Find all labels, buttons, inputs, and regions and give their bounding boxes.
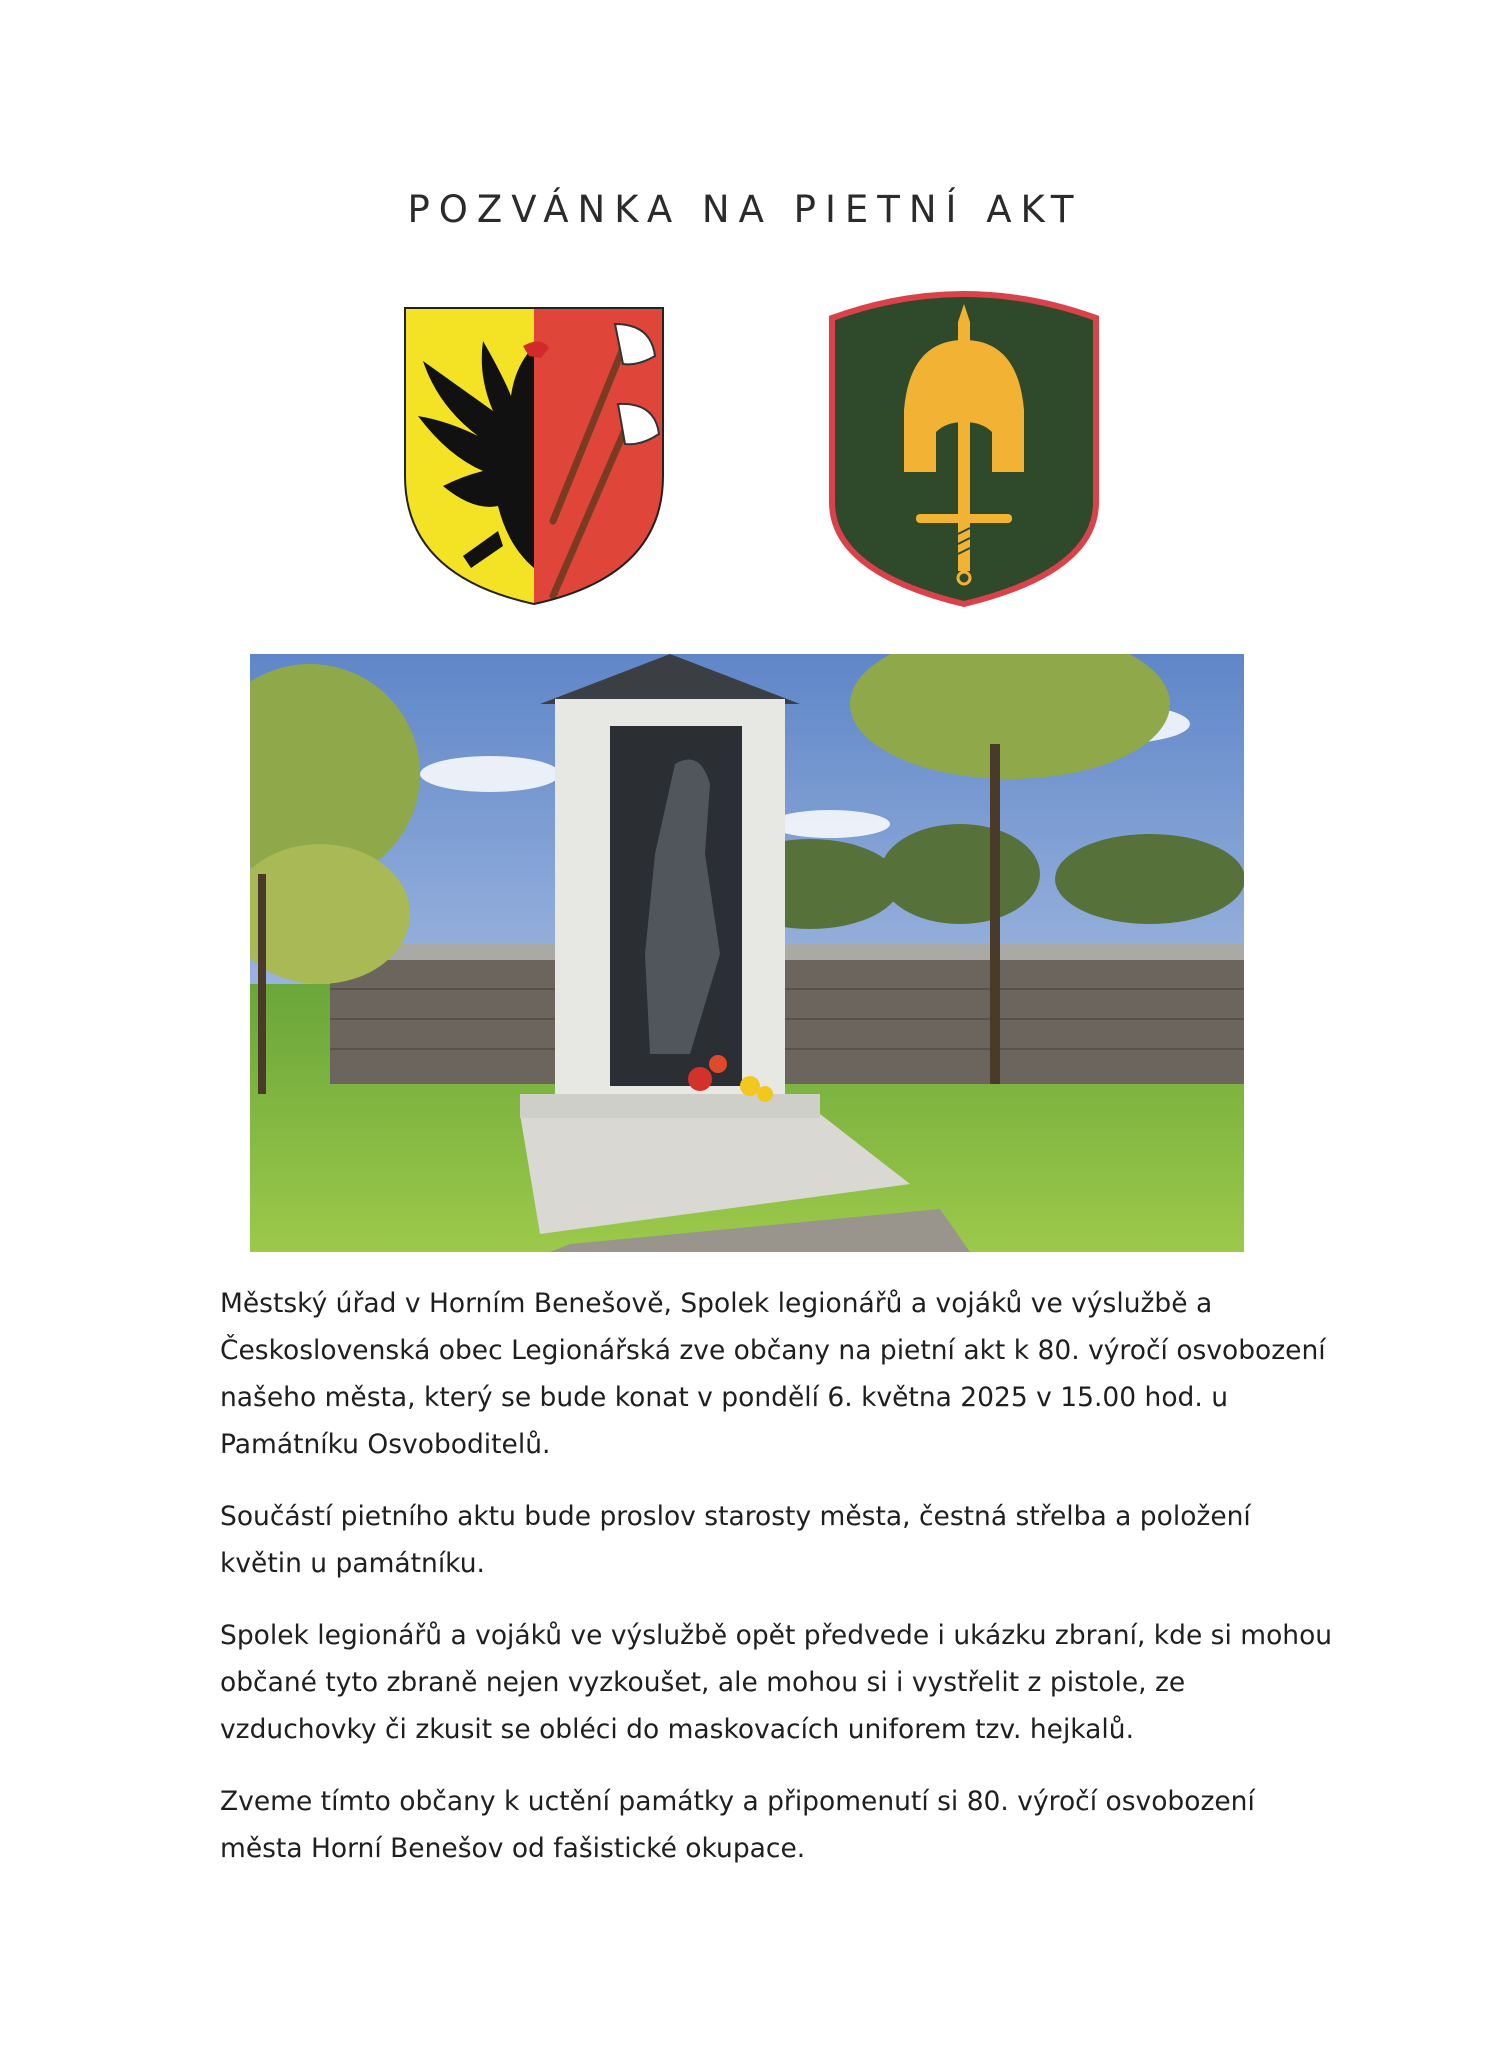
invitation-body xyxy=(220,1280,1340,1897)
liberators-memorial-photo xyxy=(250,654,1244,1252)
paragraph-closing: Zveme tímto občany k uctění památky a připomenutí si 80. výročí osvobození města Horní Benešov od fašistické okupace. xyxy=(220,1786,1255,1864)
paragraph-invitation: Městský úřad v Horním Benešově, Spolek legionářů a vojáků ve výslužbě a Československá obec Legionářská zve občany na pietní akt k 80. výročí osvobození našeho města, který se bude konat v pondělí 6. května 2025 v 15.00 hod. u Památníku Osvoboditelů. xyxy=(220,1288,1326,1460)
paragraph-weapons-demo: Spolek legionářů a vojáků ve výslužbě opět předvede i ukázku zbraní, kde si mohou občané tyto zbraně nejen vyzkoušet, ale mohou si i vystřelit z pistole, ze vzduchovky či zkusit se obléci do maskovacích uniforem tzv. hejkalů. xyxy=(220,1620,1333,1745)
paragraph-program: Součástí pietního aktu bude proslov starosty města, čestná střelba a položení květin u památníku. xyxy=(220,1501,1251,1579)
coat-of-arms-eagle-and-axes-icon xyxy=(403,306,665,606)
helmet-and-sword-emblem-icon xyxy=(826,282,1102,608)
page-title: POZVÁNKA NA PIETNÍ AKT xyxy=(407,188,1083,231)
